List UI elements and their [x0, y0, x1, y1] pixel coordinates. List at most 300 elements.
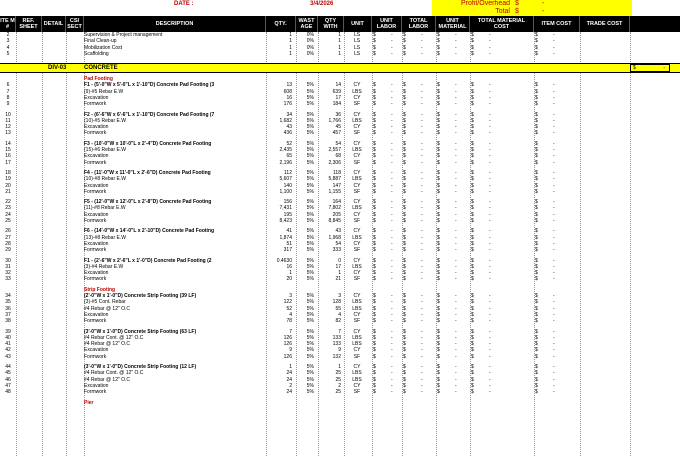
t-mat-value: -	[489, 38, 491, 45]
dollar-sign: $	[437, 228, 440, 235]
table-row[interactable]	[0, 354, 680, 360]
u-mat-value: -	[455, 188, 457, 195]
waste-percent: 5%	[306, 311, 314, 318]
item-value: -	[553, 169, 555, 176]
dollar-sign: $	[471, 88, 474, 95]
dollar-sign: $	[535, 370, 538, 377]
dollar-sign: $	[403, 293, 406, 299]
profit-overhead-label: Profit/Overhead	[460, 0, 510, 7]
u-mat-value: -	[455, 389, 457, 396]
dollar-sign: $	[437, 124, 440, 131]
description: (9)-#5 Rebar E.W	[84, 88, 124, 95]
unit: CY	[353, 211, 361, 218]
column-header[interactable]: UNIT LABOR	[372, 16, 402, 32]
column-header[interactable]: TOTAL LABOR	[402, 16, 436, 32]
item-number: 44	[5, 364, 11, 370]
table-row[interactable]	[0, 241, 680, 247]
quantity: 8,423	[279, 218, 292, 224]
t-mat-value: -	[489, 211, 491, 218]
quantity-with-waste: 8,845	[328, 218, 341, 224]
dollar-sign: $	[437, 270, 440, 277]
division-name: CONCRETE	[84, 65, 118, 71]
t-labor-value: -	[421, 370, 423, 377]
description: F3 - (10'-0"W x 10'-0"L x 2'-4"D) Concrete Pad Footing	[84, 140, 212, 147]
dollar-sign: $	[535, 199, 538, 206]
column-header[interactable]: WAST AGE	[296, 16, 318, 32]
t-mat-value: -	[489, 353, 491, 360]
u-mat-value: -	[455, 182, 457, 189]
t-labor-value: -	[421, 211, 423, 218]
unit: CY	[353, 124, 361, 131]
table-row[interactable]	[0, 312, 680, 318]
u-labor-value: -	[391, 341, 393, 348]
table-row[interactable]	[0, 377, 680, 383]
t-labor-value: -	[421, 305, 423, 312]
table-row[interactable]	[0, 141, 680, 147]
item-number: 29	[5, 247, 11, 254]
table-row[interactable]	[0, 383, 680, 389]
item-value: -	[553, 111, 555, 118]
unit: SF	[353, 218, 361, 224]
quantity-with-waste: 1,968	[328, 234, 341, 241]
unit: CY	[353, 364, 361, 370]
item-number: 31	[5, 263, 11, 270]
quantity-with-waste: 1	[338, 38, 341, 45]
column-header[interactable]: QTY.	[266, 16, 296, 32]
quantity: 24	[286, 376, 292, 383]
dollar-sign: $	[535, 228, 538, 235]
unit: CY	[353, 169, 361, 176]
u-mat-value: -	[455, 311, 457, 318]
column-header[interactable]: QTY WITH	[318, 16, 344, 32]
dollar-sign: $	[403, 188, 406, 195]
item-number: 17	[5, 159, 11, 166]
table-row[interactable]	[0, 89, 680, 95]
description: Scaffolding	[84, 50, 109, 57]
table-row[interactable]	[0, 176, 680, 182]
description: Excavation	[84, 124, 109, 131]
dollar-sign: $	[437, 382, 440, 389]
table-row[interactable]	[0, 299, 680, 305]
table-row[interactable]	[0, 247, 680, 253]
u-labor-value: -	[391, 305, 393, 312]
item-value: -	[553, 124, 555, 131]
table-row[interactable]	[0, 51, 680, 57]
dollar-sign: $	[471, 199, 474, 206]
description: (3'-0"W x 1'-0"D) Concrete Strip Footing (63 LF)	[84, 328, 197, 335]
quantity: 608	[283, 88, 292, 95]
u-labor-value: -	[391, 270, 393, 277]
dollar-sign: $	[403, 88, 406, 95]
u-mat-value: -	[455, 140, 457, 147]
t-mat-value: -	[489, 257, 491, 264]
table-row[interactable]	[0, 183, 680, 189]
table-row[interactable]	[0, 95, 680, 101]
column-header[interactable]: ITE M #	[0, 18, 15, 30]
description: (3)-#4 Rebar E.W	[84, 263, 124, 270]
item-number: 39	[5, 328, 11, 335]
u-labor-value: -	[391, 347, 393, 354]
dollar-sign: $	[471, 169, 474, 176]
dollar-sign: $	[403, 218, 406, 224]
table-row[interactable]	[0, 101, 680, 107]
item-number: 11	[5, 117, 11, 124]
item-number: 2	[6, 32, 10, 38]
t-mat-value: -	[489, 228, 491, 235]
item-number: 32	[5, 270, 11, 277]
u-mat-value: -	[455, 263, 457, 270]
table-row[interactable]	[0, 118, 680, 124]
column-header[interactable]: DETAIL	[42, 16, 66, 32]
dollar-sign: $	[437, 334, 440, 341]
waste-percent: 5%	[306, 247, 314, 254]
waste-percent: 5%	[306, 263, 314, 270]
item-number: 28	[5, 240, 11, 247]
dollar-sign: $	[471, 44, 474, 51]
t-mat-value: -	[489, 270, 491, 277]
unit: CY	[353, 328, 361, 335]
dollar-sign: $	[437, 263, 440, 270]
dollar-sign: $	[373, 101, 376, 108]
dollar-sign: $	[403, 347, 406, 354]
item-value: -	[553, 370, 555, 377]
t-labor-value: -	[421, 218, 423, 224]
description: Excavation	[84, 382, 109, 389]
t-labor-value: -	[421, 199, 423, 206]
table-row[interactable]	[0, 45, 680, 51]
u-mat-value: -	[455, 305, 457, 312]
dollar-sign: $	[373, 124, 376, 131]
item-number: 8	[6, 94, 10, 101]
t-mat-value: -	[489, 299, 491, 306]
table-row[interactable]	[0, 364, 680, 370]
description: Excavation	[84, 240, 109, 247]
quantity-with-waste: 1	[338, 270, 341, 277]
unit: LS	[353, 50, 361, 57]
u-labor-value: -	[391, 124, 393, 131]
u-mat-value: -	[455, 328, 457, 335]
waste-percent: 5%	[306, 347, 314, 354]
waste-percent: 5%	[306, 205, 314, 212]
unit: LS	[353, 38, 361, 45]
table-row[interactable]	[0, 124, 680, 130]
dollar-sign: $	[373, 205, 376, 212]
quantity: 1,100	[279, 188, 292, 195]
column-header[interactable]: UNIT MATERIAL	[436, 16, 470, 32]
column-header[interactable]: DESCRIPTION	[84, 16, 266, 32]
table-row[interactable]	[0, 130, 680, 136]
table-row[interactable]	[0, 160, 680, 166]
table-row[interactable]	[0, 276, 680, 282]
dollar-sign: $	[403, 263, 406, 270]
quantity-with-waste: 133	[332, 341, 341, 348]
table-row[interactable]	[0, 270, 680, 276]
dollar-sign: $	[471, 228, 474, 235]
item-value: -	[553, 234, 555, 241]
dollar-sign: $	[373, 341, 376, 348]
quantity-with-waste: 1	[338, 50, 341, 57]
dollar-sign: $	[403, 111, 406, 118]
dollar-sign: $	[471, 305, 474, 312]
total-value[interactable]: -	[542, 8, 545, 15]
dollar-sign: $	[437, 347, 440, 354]
description: Formwork	[84, 159, 107, 166]
quantity-with-waste: 1	[338, 44, 341, 51]
dollar-sign: $	[471, 218, 474, 224]
t-mat-value: -	[489, 389, 491, 396]
table-row[interactable]	[0, 293, 680, 299]
table-row[interactable]	[0, 318, 680, 324]
quantity-with-waste: 333	[332, 247, 341, 254]
u-mat-value: -	[455, 117, 457, 124]
dollar-sign: $	[373, 111, 376, 118]
item-value: -	[553, 218, 555, 224]
u-labor-value: -	[391, 101, 393, 108]
table-row[interactable]	[0, 38, 680, 44]
table-row[interactable]	[0, 147, 680, 153]
unit: CY	[353, 257, 361, 264]
division-row[interactable]	[0, 63, 680, 73]
u-labor-value: -	[391, 211, 393, 218]
u-labor-value: -	[391, 147, 393, 153]
section-header-row[interactable]	[0, 76, 680, 82]
column-header[interactable]: REF. SHEET	[16, 16, 42, 32]
dollar-sign: $	[535, 318, 538, 325]
profit-overhead-row	[432, 0, 632, 8]
column-header[interactable]: UNIT	[344, 16, 372, 32]
item-number: 15	[5, 147, 11, 153]
description: F2 - (6'-6"W x 6'-6"L x 1'-10"D) Concrete Pad Footing (7	[84, 111, 215, 118]
dollar-sign: $	[373, 188, 376, 195]
quantity: 176	[283, 101, 292, 108]
t-mat-value: -	[489, 293, 491, 299]
item-value: -	[553, 147, 555, 153]
t-labor-value: -	[421, 228, 423, 235]
description: Excavation	[84, 347, 109, 354]
u-labor-value: -	[391, 188, 393, 195]
table-row[interactable]	[0, 370, 680, 376]
unit: SF	[353, 247, 361, 254]
dollar-sign: $	[373, 44, 376, 51]
table-row[interactable]	[0, 306, 680, 312]
column-header-row	[0, 16, 680, 32]
unit: CY	[353, 270, 361, 277]
t-mat-value: -	[489, 341, 491, 348]
dollar-sign: $	[471, 376, 474, 383]
u-mat-value: -	[455, 347, 457, 354]
item-value: -	[553, 130, 555, 137]
quantity-with-waste: 14	[335, 82, 341, 89]
table-row[interactable]	[0, 341, 680, 347]
t-labor-value: -	[421, 32, 423, 38]
quantity: 195	[283, 211, 292, 218]
unit: CY	[353, 82, 361, 89]
item-value: -	[553, 376, 555, 383]
table-row[interactable]	[0, 153, 680, 159]
quantity-with-waste: 45	[335, 124, 341, 131]
table-row[interactable]	[0, 212, 680, 218]
dollar-sign: $	[403, 130, 406, 137]
t-labor-value: -	[421, 38, 423, 45]
dollar-sign: $	[535, 334, 538, 341]
t-mat-value: -	[489, 276, 491, 283]
section-header-row[interactable]	[0, 400, 680, 406]
u-mat-value: -	[455, 38, 457, 45]
description: Excavation	[84, 94, 109, 101]
division-total-cell[interactable]	[630, 64, 670, 72]
dollar-sign: $	[535, 124, 538, 131]
quantity-with-waste: 82	[335, 318, 341, 325]
description: Excavation	[84, 270, 109, 277]
table-row[interactable]	[0, 228, 680, 234]
table-row[interactable]	[0, 189, 680, 195]
dollar-sign: $	[373, 347, 376, 354]
table-row[interactable]	[0, 347, 680, 353]
dollar-sign: $	[471, 240, 474, 247]
item-value: -	[553, 211, 555, 218]
table-row[interactable]	[0, 264, 680, 270]
t-mat-value: -	[489, 147, 491, 153]
table-row[interactable]	[0, 112, 680, 118]
item-number: 16	[5, 153, 11, 160]
u-labor-value: -	[391, 140, 393, 147]
dollar-sign: $	[403, 341, 406, 348]
waste-percent: 5%	[306, 234, 314, 241]
quantity-with-waste: 7	[338, 328, 341, 335]
dollar-sign: $	[373, 370, 376, 377]
u-labor-value: -	[391, 240, 393, 247]
dollar-sign: $	[403, 305, 406, 312]
dollar-sign: $	[535, 276, 538, 283]
dollar-sign: $	[471, 328, 474, 335]
quantity: 13	[286, 82, 292, 89]
waste-percent: 0%	[306, 38, 314, 45]
quantity-with-waste: 2,306	[328, 159, 341, 166]
dollar-sign: $	[403, 182, 406, 189]
dollar-sign: $	[471, 370, 474, 377]
waste-percent: 5%	[306, 270, 314, 277]
description: Excavation	[84, 153, 109, 160]
column-header[interactable]: ITEM COST	[534, 16, 580, 32]
table-row[interactable]	[0, 82, 680, 88]
item-number: 23	[5, 205, 11, 212]
u-labor-value: -	[391, 205, 393, 212]
dollar-sign: $	[437, 188, 440, 195]
dollar-sign: $	[471, 176, 474, 183]
table-row[interactable]	[0, 199, 680, 205]
date-label: DATE :	[174, 1, 194, 7]
t-mat-value: -	[489, 32, 491, 38]
dollar-sign: $	[471, 247, 474, 254]
table-row[interactable]	[0, 389, 680, 395]
profit-overhead-value[interactable]: -	[542, 0, 545, 7]
quantity-with-waste: 1	[338, 364, 341, 370]
u-labor-value: -	[391, 376, 393, 383]
dollar-sign: $	[535, 247, 538, 254]
t-labor-value: -	[421, 44, 423, 51]
waste-percent: 5%	[306, 101, 314, 108]
dollar-sign: $	[471, 94, 474, 101]
dollar-sign: $	[403, 94, 406, 101]
t-labor-value: -	[421, 101, 423, 108]
total-row	[432, 8, 632, 16]
dollar-sign: $	[471, 32, 474, 38]
item-value: -	[553, 328, 555, 335]
column-header[interactable]: TRADE COST	[580, 16, 630, 32]
waste-percent: 5%	[306, 117, 314, 124]
quantity: 122	[283, 299, 292, 306]
column-header[interactable]: TOTAL MATERIAL COST	[470, 16, 534, 32]
dollar-sign: $	[373, 130, 376, 137]
dollar-sign: $	[373, 293, 376, 299]
dollar-sign: $	[373, 147, 376, 153]
dollar-sign: $	[403, 311, 406, 318]
item-number: 20	[5, 182, 11, 189]
u-mat-value: -	[455, 270, 457, 277]
dollar-sign: $	[373, 176, 376, 183]
table-row[interactable]	[0, 32, 680, 38]
dollar-sign: $	[437, 389, 440, 396]
dollar-sign: $	[535, 270, 538, 277]
quantity: 7,431	[279, 205, 292, 212]
u-mat-value: -	[455, 364, 457, 370]
quantity: 1,682	[279, 117, 292, 124]
dollar-sign: $	[437, 117, 440, 124]
waste-percent: 5%	[306, 169, 314, 176]
t-labor-value: -	[421, 182, 423, 189]
date-value[interactable]: 3/4/2026	[310, 1, 334, 7]
description: (15)-#6 Rebar E.W	[84, 147, 126, 153]
dollar-sign: $	[437, 376, 440, 383]
description: Formwork	[84, 101, 107, 108]
u-labor-value: -	[391, 169, 393, 176]
t-mat-value: -	[489, 130, 491, 137]
table-row[interactable]	[0, 205, 680, 211]
dollar-sign: $	[535, 50, 538, 57]
description: Formwork	[84, 247, 107, 254]
t-labor-value: -	[421, 257, 423, 264]
dollar-sign: $	[403, 124, 406, 131]
dollar-sign: $	[437, 276, 440, 283]
dollar-sign: $	[403, 257, 406, 264]
t-mat-value: -	[489, 328, 491, 335]
table-row[interactable]	[0, 329, 680, 335]
item-value: -	[553, 382, 555, 389]
table-row[interactable]	[0, 335, 680, 341]
table-row[interactable]	[0, 218, 680, 224]
quantity: 52	[286, 305, 292, 312]
unit: SF	[353, 101, 361, 108]
column-header[interactable]: CSI SECT	[66, 16, 84, 32]
table-row[interactable]	[0, 235, 680, 241]
dollar-sign: $	[403, 205, 406, 212]
item-number: 35	[5, 299, 11, 306]
section-header-row[interactable]	[0, 287, 680, 293]
unit: LBS	[352, 117, 362, 124]
quantity-with-waste: 205	[332, 211, 341, 218]
dollar-sign: $	[535, 153, 538, 160]
u-mat-value: -	[455, 111, 457, 118]
t-mat-value: -	[489, 159, 491, 166]
table-row[interactable]	[0, 170, 680, 176]
dollar-sign: $	[373, 228, 376, 235]
item-value: -	[553, 334, 555, 341]
dollar-sign: $	[535, 182, 538, 189]
quantity-with-waste: 25	[335, 370, 341, 377]
table-row[interactable]	[0, 258, 680, 264]
dollar-sign: $	[471, 334, 474, 341]
item-number: 25	[5, 218, 11, 224]
